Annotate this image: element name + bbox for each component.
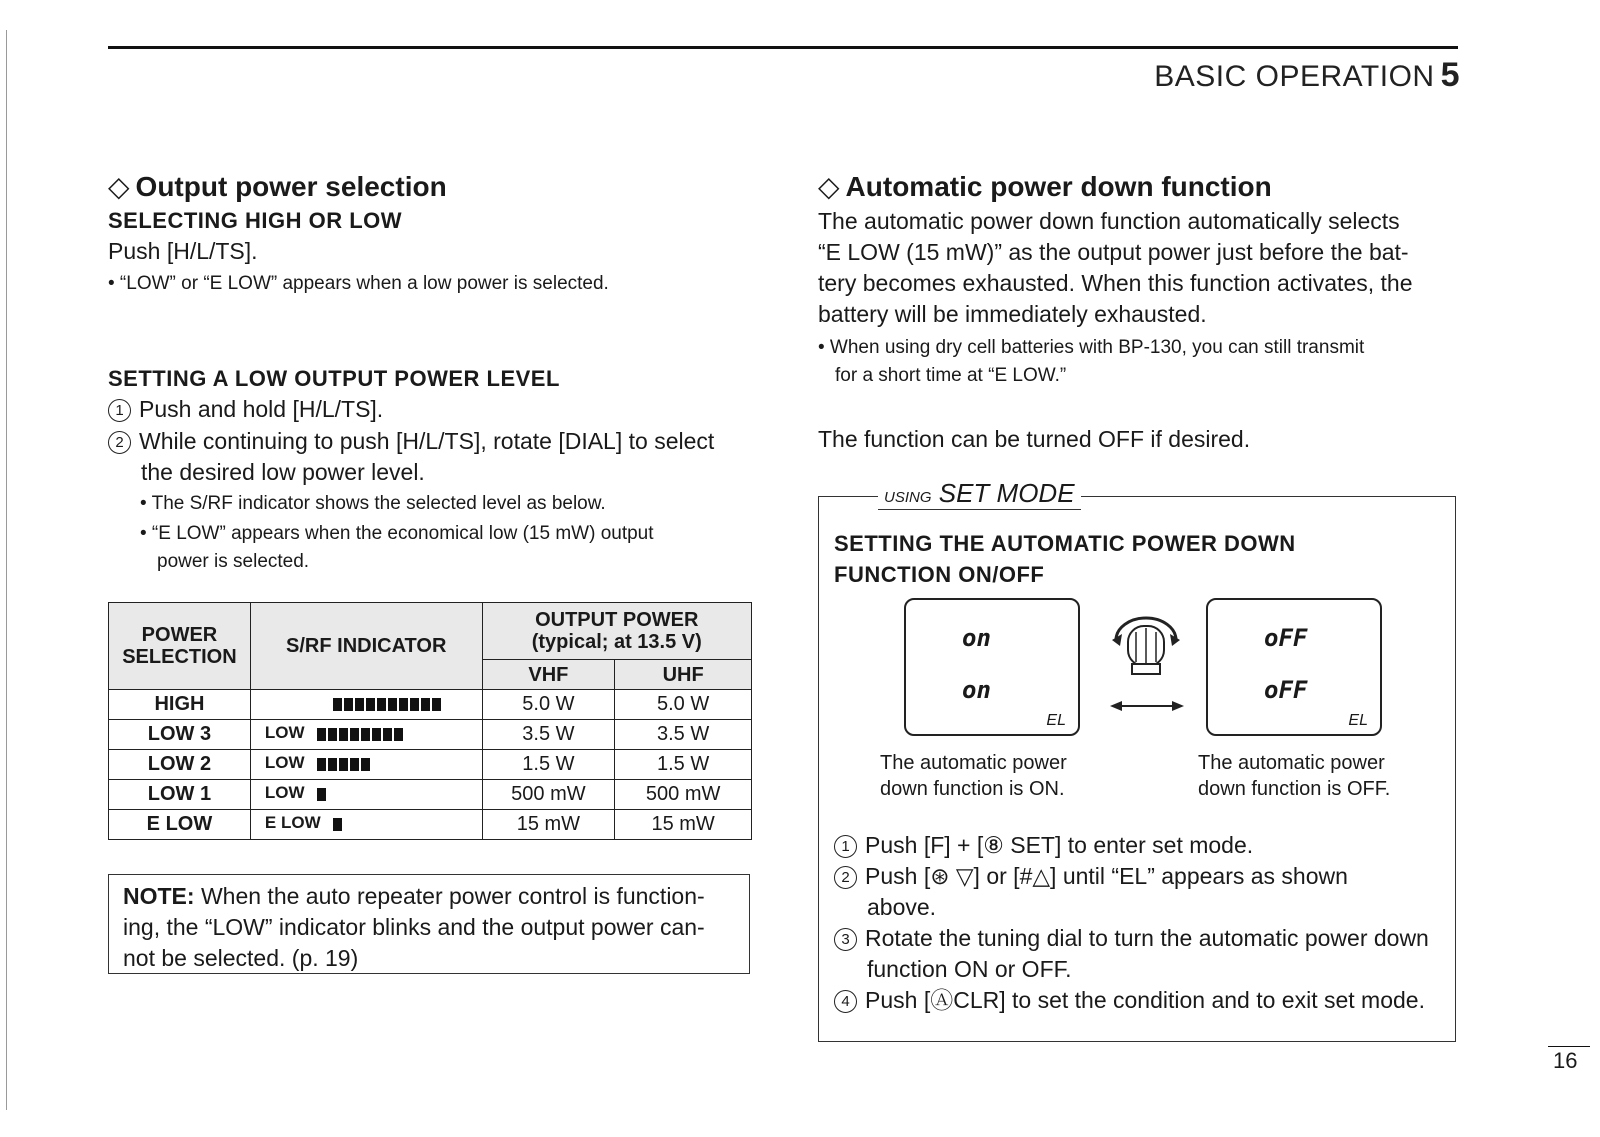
note-box (108, 874, 750, 974)
indicator-segment (333, 698, 342, 711)
step-number: 1 (108, 399, 131, 422)
set-mode-steps (834, 830, 1444, 1016)
indicator-segment (350, 728, 359, 741)
indicator-segment (328, 728, 337, 741)
indicator-bar (305, 723, 403, 746)
header-srf-indicator: S/RF INDICATOR (250, 603, 482, 690)
table-row (109, 810, 752, 840)
diamond-icon: ◇ (108, 171, 130, 202)
step-number: 4 (834, 990, 857, 1013)
step-text: Push [ⒶCLR] to set the condition and to exit set mode. (865, 987, 1425, 1013)
step-number: 2 (834, 866, 857, 889)
uhf-cell: 1.5 W (615, 750, 752, 780)
indicator-segment (339, 758, 348, 771)
srf-indicator-cell (250, 690, 482, 720)
srf-indicator-cell (250, 780, 482, 810)
set-mode-step (834, 985, 1444, 1016)
indicator-segment (372, 728, 381, 741)
indicator-segment (317, 728, 326, 741)
table-row (109, 690, 752, 720)
vhf-cell: 5.0 W (482, 690, 615, 720)
note-label: NOTE: (123, 883, 195, 909)
srf-indicator-cell (250, 810, 482, 840)
indicator-segment (317, 758, 326, 771)
indicator-label: LOW (264, 723, 305, 742)
step-number: 2 (108, 431, 131, 454)
indicator-segment (361, 758, 370, 771)
srf-indicator-cell (250, 750, 482, 780)
chapter-header (1154, 56, 1460, 95)
indicator-segment (388, 698, 397, 711)
subheading-low-level: SETTING A LOW OUTPUT POWER LEVEL (108, 366, 560, 391)
section-title-output-power: ◇ Output power selection (108, 171, 447, 202)
power-selection-cell: HIGH (109, 690, 251, 720)
diamond-icon: ◇ (818, 171, 840, 202)
subheading-high-low: SELECTING HIGH OR LOW (108, 208, 403, 233)
lcd-on-top: on (962, 624, 991, 652)
caption-off: The automatic power down function is OFF. (1198, 752, 1391, 800)
step-text: above. (867, 894, 937, 920)
uhf-cell: 15 mW (615, 810, 752, 840)
power-selection-cell: LOW 2 (109, 750, 251, 780)
indicator-segment (394, 728, 403, 741)
table-row (109, 780, 752, 810)
indicator-bar (305, 783, 326, 806)
indicator-bar (251, 693, 441, 716)
lcd-el: EL (1348, 712, 1368, 729)
note-text: When the auto repeater power control is function- ing, the “LOW” indicator blinks and the output power can- not be selected. (p. 19) (123, 883, 705, 971)
indicator-segment (344, 698, 353, 711)
indicator-segment (383, 728, 392, 741)
page-number: 16 (1553, 1048, 1578, 1073)
indicator-bar (305, 753, 370, 776)
indicator-label: LOW (264, 783, 305, 802)
dry-cell-bullet: • When using dry cell batteries with BP-130, you can still transmit for a short time at “E LOW.” (818, 337, 1365, 386)
uhf-cell: 5.0 W (615, 690, 752, 720)
lcd-off-top: oFF (1264, 624, 1308, 652)
page-number-rule (1548, 1046, 1590, 1047)
indicator-bar (321, 813, 342, 836)
vhf-cell: 500 mW (482, 780, 615, 810)
indicator-label: E LOW (264, 813, 321, 832)
indicator-segment (432, 698, 441, 711)
indicator-segment (421, 698, 430, 711)
table-row (109, 750, 752, 780)
power-selection-cell: E LOW (109, 810, 251, 840)
header-output-power: OUTPUT POWER (typical; at 13.5 V) (482, 603, 751, 660)
step-text: Rotate the tuning dial to turn the automatic power down (865, 925, 1429, 951)
lcd-on (904, 598, 1080, 736)
step-number: 1 (834, 835, 857, 858)
push-instruction: Push [H/L/TS]. (108, 238, 258, 264)
indicator-segment (328, 758, 337, 771)
chapter-number: 5 (1440, 56, 1460, 94)
set-mode-step (834, 861, 1444, 923)
lcd-el: EL (1046, 712, 1066, 729)
double-arrow-icon (1110, 698, 1184, 714)
step-1: 1 Push and hold [H/L/TS]. (108, 394, 383, 425)
header-uhf: UHF (615, 660, 752, 690)
set-mode-step (834, 830, 1444, 861)
header-vhf: VHF (482, 660, 615, 690)
binding-edge-line (6, 30, 7, 1110)
lcd-off (1206, 598, 1382, 736)
set-mode-heading: SETTING THE AUTOMATIC POWER DOWN FUNCTION ON/OFF (834, 531, 1296, 587)
set-mode-label: USING SET MODE (878, 478, 1081, 510)
step-text: Push [⊛ ▽] or [#△] until “EL” appears as shown (865, 863, 1348, 889)
indicator-segment (410, 698, 419, 711)
indicator-segment (361, 728, 370, 741)
indicator-segment (377, 698, 386, 711)
uhf-cell: 500 mW (615, 780, 752, 810)
indicator-segment (366, 698, 375, 711)
bullet-srf: • The S/RF indicator shows the selected level as below. (140, 493, 606, 514)
indicator-segment (399, 698, 408, 711)
step-text: Push [F] + [⑧ SET] to enter set mode. (865, 832, 1254, 858)
indicator-segment (350, 758, 359, 771)
lcd-on-bottom: on (962, 676, 991, 704)
step-number: 3 (834, 928, 857, 951)
header-rule (108, 46, 1458, 49)
power-selection-cell: LOW 3 (109, 720, 251, 750)
section-title-auto-power-down: ◇ Automatic power down function (818, 171, 1272, 202)
indicator-segment (317, 788, 326, 801)
indicator-segment (333, 818, 342, 831)
header-power-selection: POWER SELECTION (109, 603, 251, 690)
set-mode-step (834, 923, 1444, 985)
indicator-label: LOW (264, 753, 305, 772)
low-bullet: • “LOW” or “E LOW” appears when a low power is selected. (108, 273, 609, 294)
caption-on: The automatic power down function is ON. (880, 752, 1067, 800)
vhf-cell: 1.5 W (482, 750, 615, 780)
power-selection-cell: LOW 1 (109, 780, 251, 810)
tuning-dial-icon (1106, 612, 1186, 708)
auto-power-paragraph: The automatic power down function automatically selects “E LOW (15 mW)” as the output power just before the bat- tery becomes exhausted. When this function activates, the battery will be immediately exhausted. (818, 208, 1413, 327)
srf-indicator-cell (250, 720, 482, 750)
turn-off-text: The function can be turned OFF if desired. (818, 426, 1251, 452)
indicator-segment (339, 728, 348, 741)
step-text: function ON or OFF. (867, 956, 1072, 982)
table-row (109, 720, 752, 750)
vhf-cell: 3.5 W (482, 720, 615, 750)
step-2: 2 While continuing to push [H/L/TS], rotate [DIAL] to select the desired low power level. (108, 426, 714, 488)
indicator-segment (355, 698, 364, 711)
uhf-cell: 3.5 W (615, 720, 752, 750)
chapter-title: BASIC OPERATION (1154, 60, 1435, 93)
bullet-elow: • “E LOW” appears when the economical low (15 mW) output power is selected. (140, 523, 654, 572)
vhf-cell: 15 mW (482, 810, 615, 840)
lcd-off-bottom: oFF (1264, 676, 1308, 704)
power-table (108, 602, 752, 840)
